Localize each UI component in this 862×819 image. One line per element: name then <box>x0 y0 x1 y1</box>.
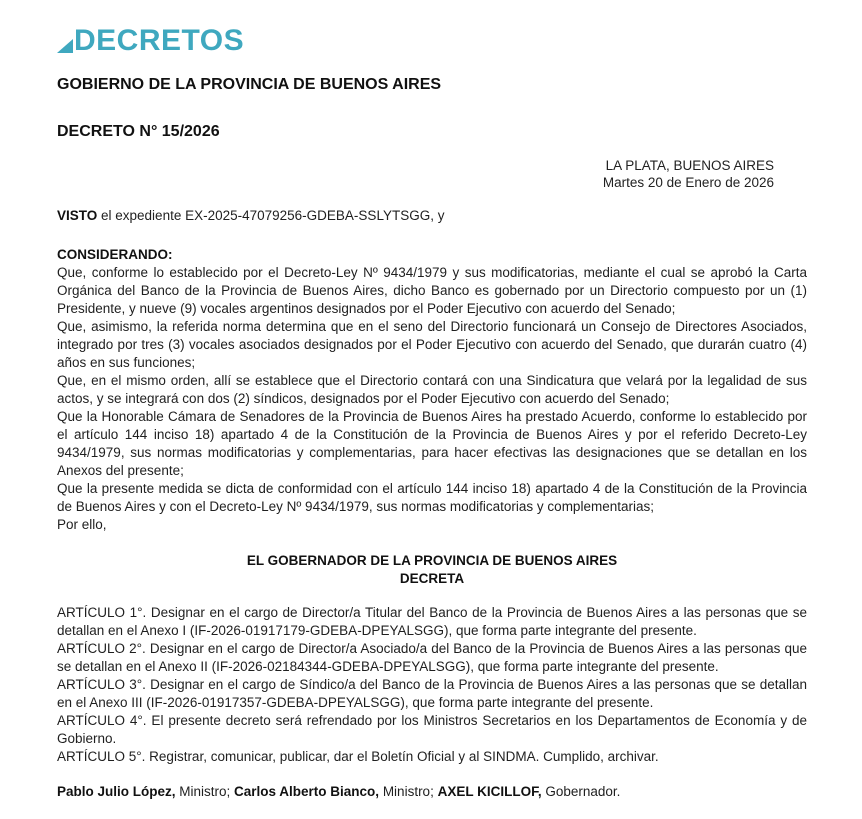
article-3: ARTÍCULO 3°. Designar en el cargo de Síndico/a del Banco de la Provincia de Buenos Aires a las personas que se detallan en el Anexo III (IF-2026-01917357-GDEBA-DPEYALSGG), que forma parte integrante del presente. <box>57 677 807 710</box>
enacting-line-1: EL GOBERNADOR DE LA PROVINCIA DE BUENOS AIRES <box>246 553 618 568</box>
por-ello-line: Por ello, <box>57 517 107 532</box>
signatory-role-1: Ministro; <box>175 784 235 799</box>
government-title: GOBIERNO DE LA PROVINCIA DE BUENOS AIRES <box>57 76 442 93</box>
article-5: ARTÍCULO 5°. Registrar, comunicar, publicar, dar el Boletín Oficial y al SINDMA. Cumplido, archivar. <box>57 749 659 764</box>
considerando-paragraph-5: Que la presente medida se dicta de conformidad con el artículo 144 inciso 18) apartado 4 de la Constitución de la Provincia de Buenos Aires y con el Decreto-Ley Nº 9434/1979, sus normas modificatorias y complementarias; <box>57 481 807 514</box>
section-title <box>57 26 807 56</box>
visto-label: VISTO <box>57 208 98 223</box>
article-4: ARTÍCULO 4°. El presente decreto será refrendado por los Ministros Secretarios en los Departamentos de Economía y de Gobierno. <box>57 713 807 746</box>
signatory-role-2: Ministro; <box>379 784 438 799</box>
enacting-clause <box>57 552 807 588</box>
section-title-text: DECRETOS <box>74 24 245 57</box>
visto-text: el expediente EX-2025-47079256-GDEBA-SSLYTSGG, y <box>97 208 445 223</box>
signatory-name-3: AXEL KICILLOF, <box>437 784 542 799</box>
considerando-label: CONSIDERANDO: <box>57 247 173 262</box>
enacting-line-2: DECRETA <box>399 571 465 586</box>
considerando-paragraph-3: Que, en el mismo orden, allí se establece que el Directorio contará con una Sindicatura que velará por la legalidad de sus actos, y se integrará con dos (2) síndicos, designados por el Poder Ejecutivo con acuerdo del Senado; <box>57 373 807 406</box>
article-1: ARTÍCULO 1°. Designar en el cargo de Director/a Titular del Banco de la Provincia de Buenos Aires a las personas que se detallan en el Anexo I (IF-2026-01917179-GDEBA-DPEYALSGG), que forma parte integrante del presente. <box>57 605 807 638</box>
signatory-role-3: Gobernador. <box>541 784 621 799</box>
considerando-section <box>57 246 807 534</box>
considerando-paragraph-1: Que, conforme lo establecido por el Decreto-Ley Nº 9434/1979 y sus modificatorias, mediante el cual se aprobó la Carta Orgánica del Banco de la Provincia de Buenos Aires, dicho Banco es gobernado por un Directorio compuesto por un (1) Presidente, y nueve (9) vocales argentinos designados por el Poder Ejecutivo con acuerdo del Senado; <box>57 265 807 316</box>
considerando-paragraph-4: Que la Honorable Cámara de Senadores de la Provincia de Buenos Aires ha prestado Acuerdo, conforme lo establecido por el artículo 144 inciso 18) apartado 4 de la Constitución de la Provincia de Buenos Aires y por el referido Decreto-Ley 9434/1979, sus normas modificatorias y complementarias, para hacer efectivas las designaciones que se detallan en los Anexos del presente; <box>57 409 807 478</box>
signature-line <box>57 783 807 801</box>
triangle-lower-right-icon <box>57 39 73 53</box>
articles-section <box>57 604 807 766</box>
date-line: Martes 20 de Enero de 2026 <box>602 175 774 190</box>
article-2: ARTÍCULO 2°. Designar en el cargo de Director/a Asociado/a del Banco de la Provincia de Buenos Aires a las personas que se detallan en el Anexo II (IF-2026-02184344-GDEBA-DPEYALSGG), que forma parte integrante del presente. <box>57 641 807 674</box>
place-line: LA PLATA, BUENOS AIRES <box>605 158 774 173</box>
dateline <box>57 157 807 191</box>
decree-number: DECRETO N° 15/2026 <box>57 123 220 140</box>
considerando-paragraph-2: Que, asimismo, la referida norma determina que en el seno del Directorio funcionará un Consejo de Directores Asociados, integrado por tres (3) vocales asociados designados por el Poder Ejecutivo con acuerdo del Senado, que durarán cuatro (4) años en sus funciones; <box>57 319 807 370</box>
signatory-name-2: Carlos Alberto Bianco, <box>234 784 380 799</box>
signatory-name-1: Pablo Julio López, <box>57 784 176 799</box>
visto-paragraph <box>57 207 807 225</box>
